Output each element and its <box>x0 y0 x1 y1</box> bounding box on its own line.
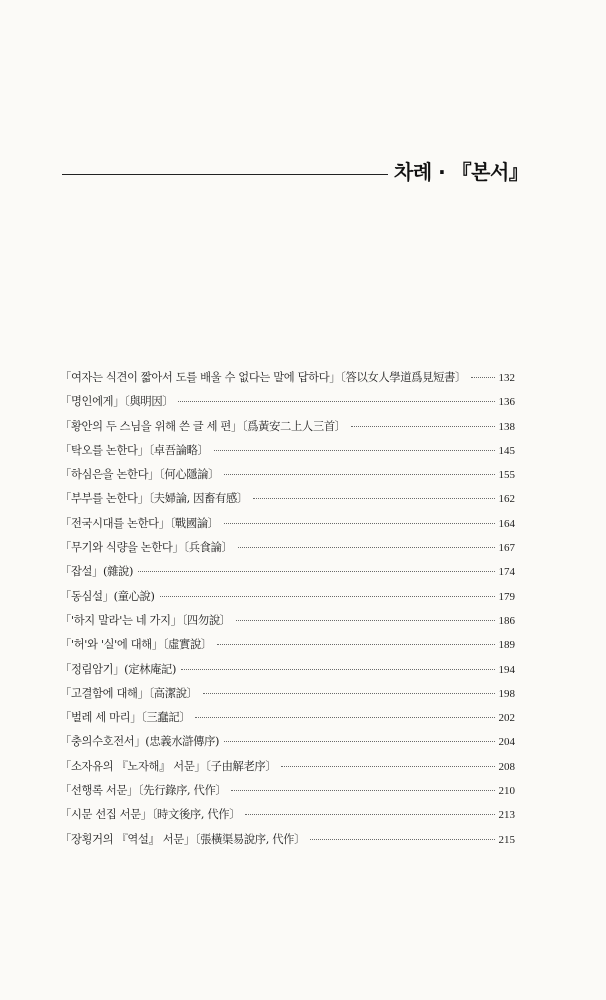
toc-entry <box>60 487 515 511</box>
toc-entry-page: 210 <box>498 785 515 798</box>
toc-entry <box>60 658 515 682</box>
toc-entry-title: 「잡설」(雜說) <box>60 565 134 579</box>
dot-leader <box>214 450 495 451</box>
toc-entry <box>60 585 515 609</box>
dot-leader <box>203 693 495 694</box>
toc-entry-page: 136 <box>498 396 515 409</box>
dot-leader <box>217 644 495 645</box>
dot-leader <box>231 790 494 791</box>
toc-entry-page: 194 <box>498 663 515 676</box>
toc-entry-title: 「정림암기」(定林庵記) <box>60 662 177 676</box>
toc-entry <box>60 390 515 414</box>
toc-entry <box>60 779 515 803</box>
dot-leader <box>471 377 495 378</box>
dot-leader <box>281 766 494 767</box>
toc-entry-title: 「고결함에 대해」〔高潔說〕 <box>60 686 198 700</box>
dot-leader <box>181 669 494 670</box>
toc-entry <box>60 560 515 584</box>
header-rule <box>62 174 388 175</box>
toc-entry <box>60 366 515 390</box>
toc-entry-page: 138 <box>498 420 515 433</box>
toc-entry-title: 「하심은을 논한다」〔何心隱論〕 <box>60 468 220 482</box>
toc-entry <box>60 609 515 633</box>
toc-entry-page: 186 <box>498 614 515 627</box>
toc-entry-page: 164 <box>498 517 515 530</box>
toc-entry-page: 179 <box>498 590 515 603</box>
toc-entry-page: 162 <box>498 493 515 506</box>
page-title: 차례 · 『본서』 <box>394 160 529 184</box>
toc-entry-title: 「무기와 식량을 논한다」〔兵食論〕 <box>60 541 233 555</box>
toc-entry <box>60 512 515 536</box>
toc-entry-page: 204 <box>498 736 515 749</box>
toc-entry-page: 213 <box>498 809 515 822</box>
dot-leader <box>236 620 495 621</box>
toc-entry <box>60 803 515 827</box>
toc-entry-page: 174 <box>498 566 515 579</box>
section-header <box>62 156 529 186</box>
toc-entry-page: 198 <box>498 687 515 700</box>
toc-entry-title: 「벌레 세 마리」〔三蠢記〕 <box>60 711 191 725</box>
toc-entry-title: 「동심설」(童心說) <box>60 589 155 603</box>
toc-entry <box>60 415 515 439</box>
toc-entry-title: 「탁오를 논한다」〔卓吾論略〕 <box>60 443 209 457</box>
toc-entry-page: 155 <box>498 469 515 482</box>
dot-leader <box>160 596 495 597</box>
toc-entry-title: 「장횡거의 『역설』 서문」〔張橫渠易說序, 代作〕 <box>60 832 306 846</box>
dot-leader <box>224 474 494 475</box>
toc-entry-title: 「부부를 논한다」〔夫婦論, 因畜有感〕 <box>60 492 248 506</box>
toc-entry-page: 208 <box>498 760 515 773</box>
dot-leader <box>238 547 495 548</box>
dot-leader <box>253 498 495 499</box>
table-of-contents <box>60 366 515 852</box>
dot-leader <box>224 741 494 742</box>
toc-entry <box>60 463 515 487</box>
toc-entry <box>60 828 515 852</box>
toc-entry-title: 「여자는 식견이 짧아서 도를 배울 수 없다는 말에 답하다」〔答以女人學道爲見短書〕 <box>60 371 466 384</box>
toc-entry <box>60 439 515 463</box>
toc-entry-title: 「선행록 서문」〔先行錄序, 代作〕 <box>60 784 227 798</box>
toc-entry-title: 「소자유의 『노자해』 서문」〔子由解老序〕 <box>60 759 277 773</box>
toc-entry-title: 「전국시대를 논한다」〔戰國論〕 <box>60 516 219 530</box>
toc-entry-title: 「시문 선집 서문」〔時文後序, 代作〕 <box>60 808 241 822</box>
toc-entry <box>60 633 515 657</box>
dot-leader <box>351 426 495 427</box>
toc-entry-title: 「충의수호전서」(忠義水滸傳序) <box>60 735 220 749</box>
toc-entry <box>60 706 515 730</box>
dot-leader <box>195 717 494 718</box>
toc-entry-title: 「명인에게」〔與明因〕 <box>60 395 174 409</box>
dot-leader <box>138 571 494 572</box>
dot-leader <box>245 814 494 815</box>
toc-entry <box>60 755 515 779</box>
toc-entry-title: 「황안의 두 스님을 위해 쓴 글 세 편」〔爲黃安二上人三首〕 <box>60 419 346 433</box>
toc-entry-page: 145 <box>498 444 515 457</box>
dot-leader <box>310 839 494 840</box>
toc-entry <box>60 536 515 560</box>
toc-entry-page: 215 <box>498 833 515 846</box>
toc-entry-page: 167 <box>498 542 515 555</box>
dot-leader <box>178 401 494 402</box>
toc-entry-page: 132 <box>498 372 515 384</box>
toc-entry <box>60 682 515 706</box>
toc-entry-page: 202 <box>498 712 515 725</box>
toc-entry-title: 「'허'와 '실'에 대해」〔虛實說〕 <box>60 638 212 652</box>
toc-entry-title: 「'하지 말라'는 네 가지」〔四勿說〕 <box>60 613 231 627</box>
toc-entry <box>60 730 515 754</box>
toc-entry-page: 189 <box>498 639 515 652</box>
dot-leader <box>224 523 495 524</box>
